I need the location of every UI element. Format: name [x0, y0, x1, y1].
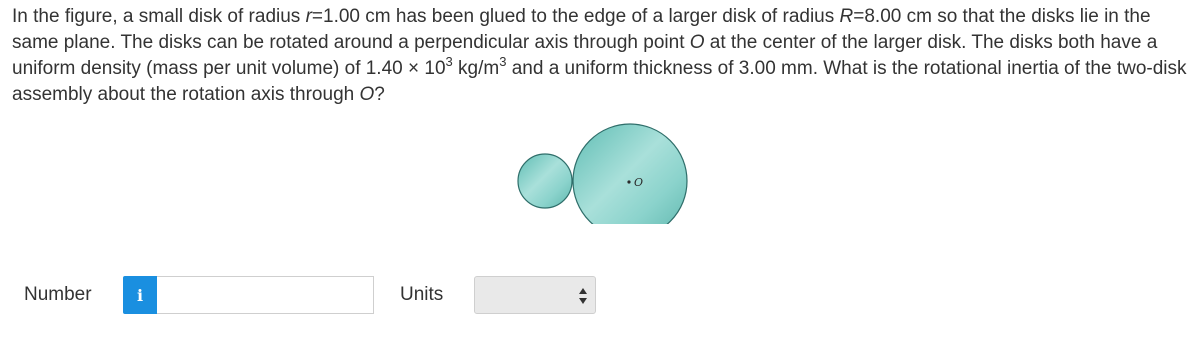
center-point	[627, 180, 630, 183]
small-disk	[518, 154, 572, 208]
variable-O: O	[689, 32, 705, 53]
question-segment: ?	[374, 84, 385, 105]
number-input[interactable]	[157, 276, 374, 314]
variable-r: r	[305, 6, 312, 27]
question-segment: =1.00 cm has been glued to the edge of a larger disk of radius	[311, 6, 840, 27]
info-button[interactable]	[123, 276, 157, 314]
exponent: 3	[499, 53, 507, 69]
point-O-label: O	[634, 176, 644, 189]
question-segment: kg/m	[452, 58, 500, 79]
large-disk	[573, 124, 687, 224]
two-disk-diagram	[514, 120, 694, 224]
units-select[interactable]	[474, 276, 596, 314]
units-label: Units	[400, 284, 444, 305]
up-down-arrows-icon	[578, 287, 588, 305]
question-segment: =8.00 cm so that the disks lie in the same plane. The disks can be rotated around a perpendicular axis through point	[12, 6, 1151, 53]
variable-O: O	[359, 84, 375, 105]
two-disk-figure	[514, 120, 694, 224]
question-segment: at the center of the larger disk. The disks both have a uniform density (mass per unit volume) of 1.40 × 10	[12, 32, 1158, 79]
info-icon: i	[136, 285, 144, 305]
exponent: 3	[445, 53, 453, 69]
answer-row	[0, 274, 1200, 316]
question-segment: and a uniform thickness of 3.00 mm. What is the rotational inertia of the two-disk assembly about the rotation axis through	[12, 58, 1187, 105]
question-text	[12, 4, 1192, 108]
number-label: Number	[24, 284, 92, 305]
variable-R: R	[839, 6, 854, 27]
question-segment: In the figure, a small disk of radius	[12, 6, 306, 27]
